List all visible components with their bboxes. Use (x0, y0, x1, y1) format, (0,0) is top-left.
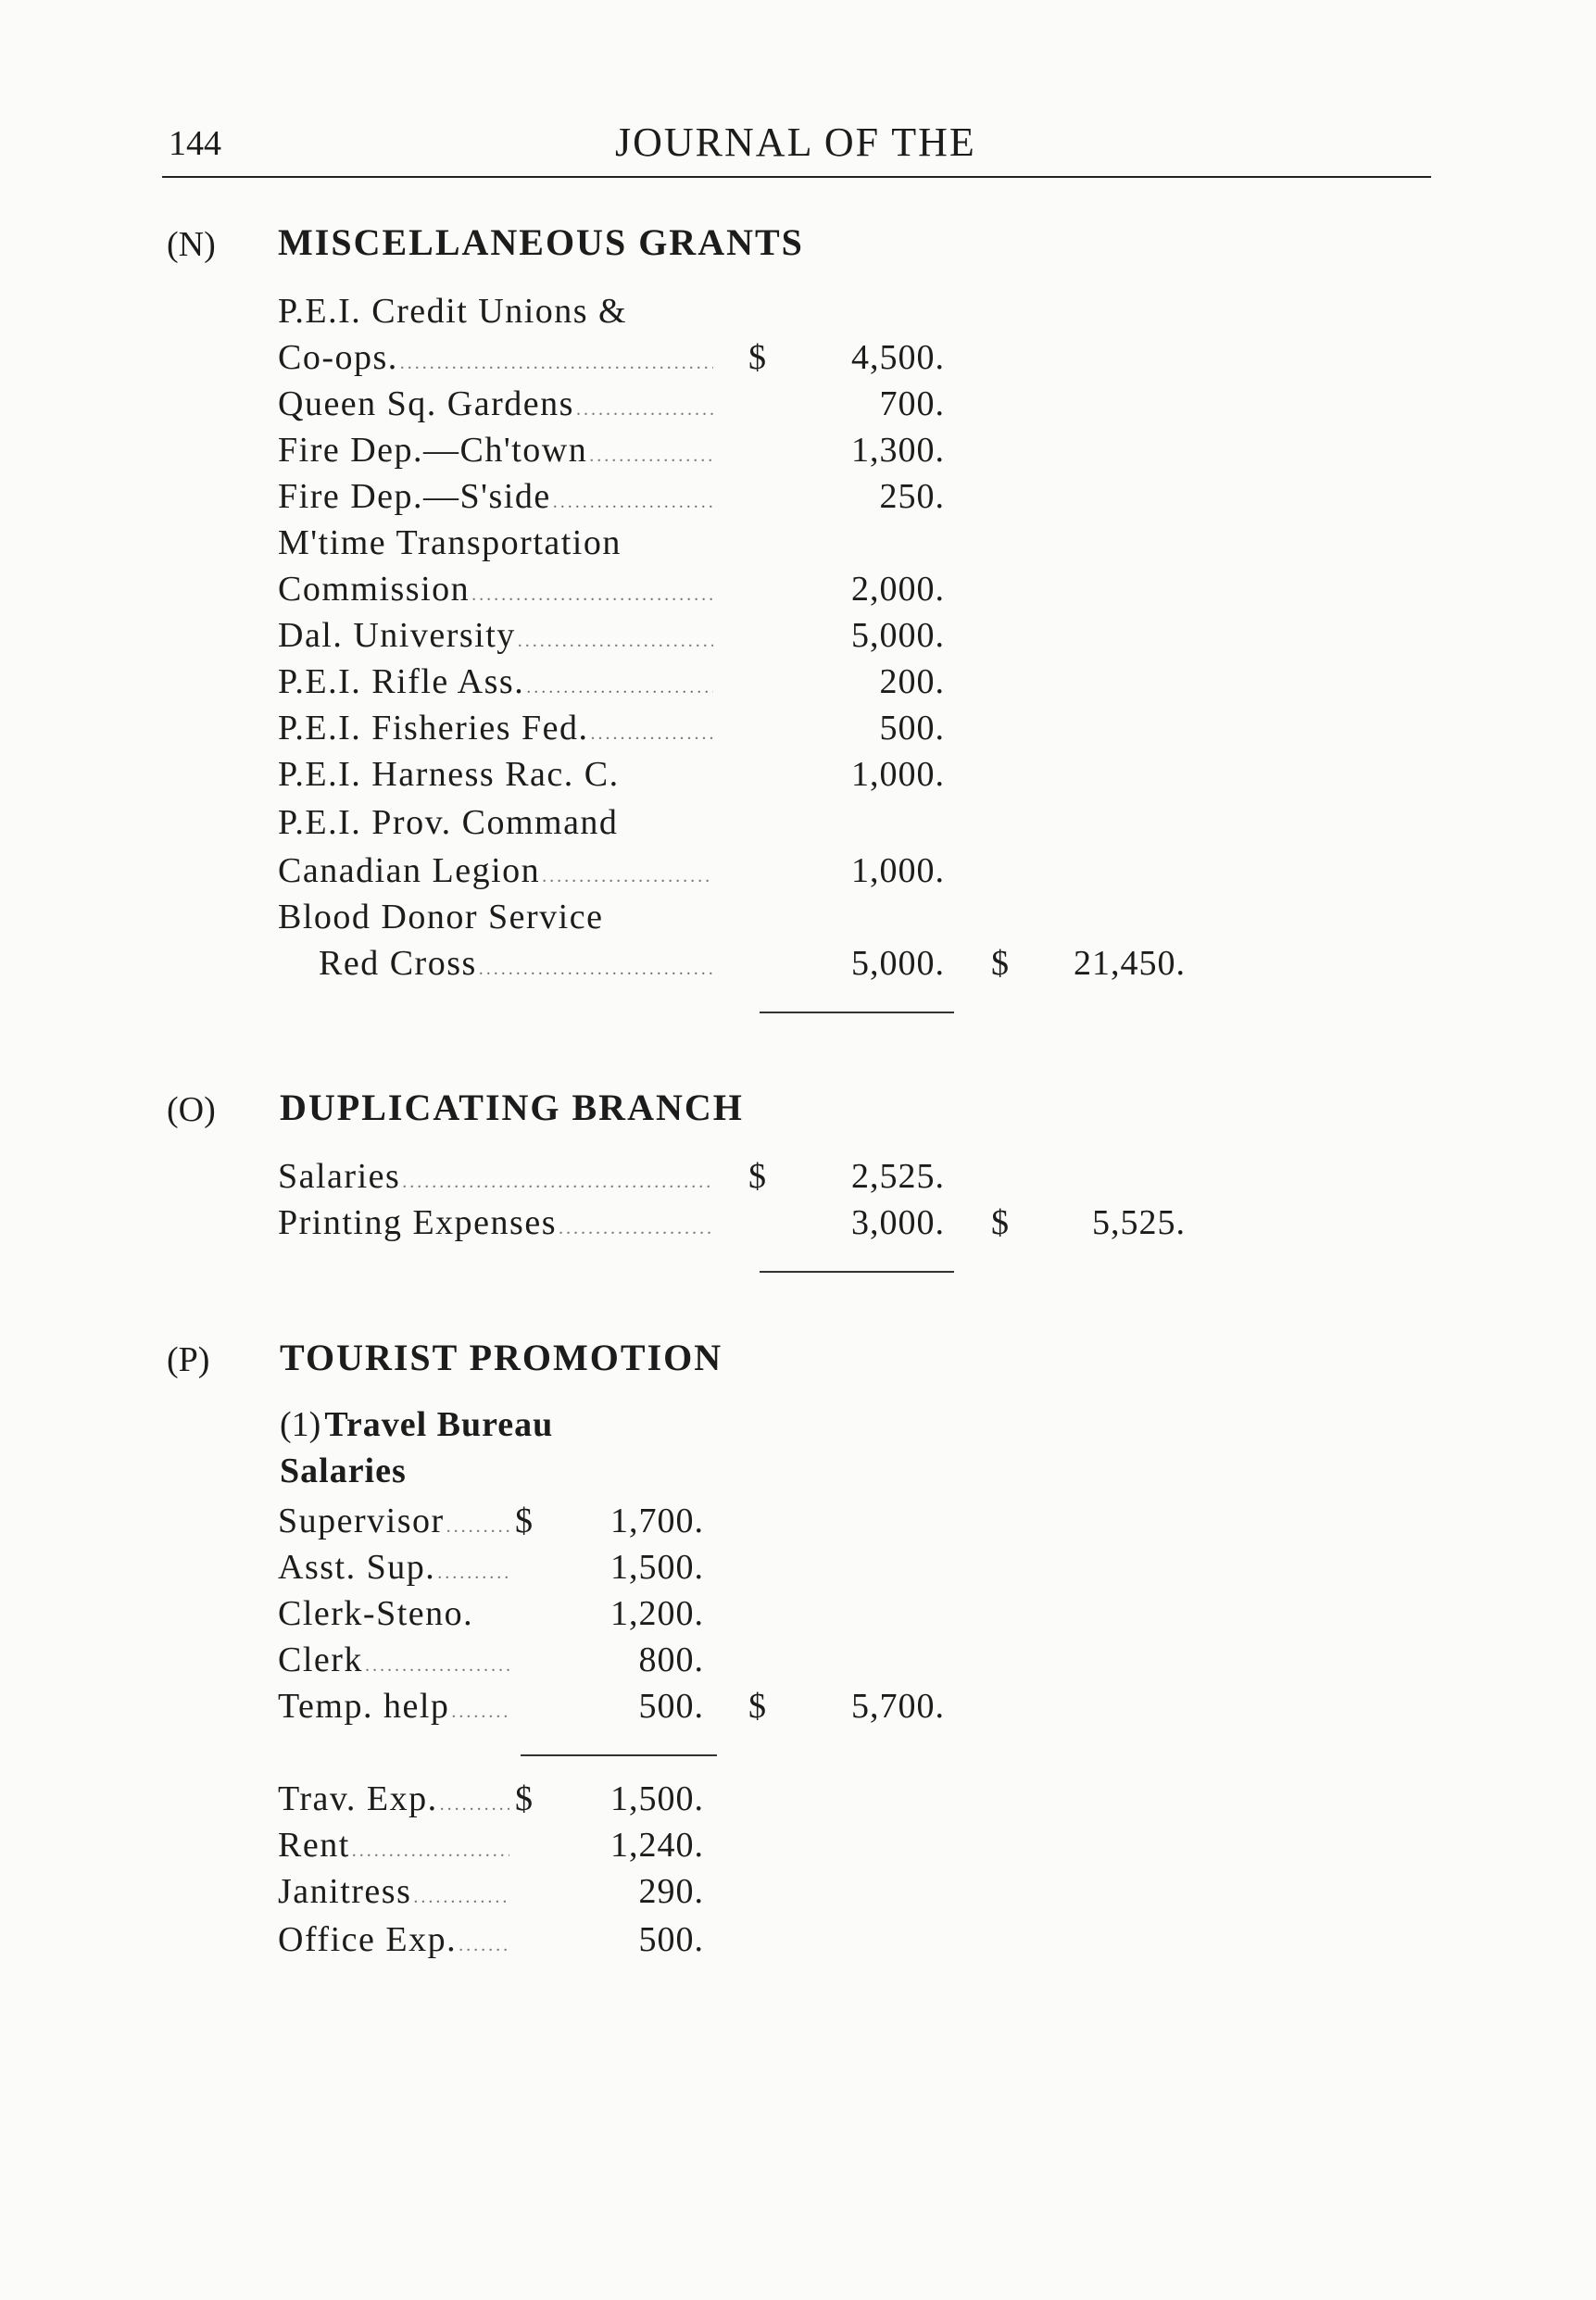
salaries-total: 5,700. (851, 1687, 945, 1726)
grant-amount: 1,000. (851, 851, 945, 890)
expense-line: Office Exp. ..... (278, 1919, 509, 1960)
grant-line: P.E.I. Prov. Command (278, 803, 619, 842)
expense-amount: 500. (638, 1920, 704, 1959)
section-title-n: MISCELLANEOUS GRANTS (278, 221, 804, 263)
expense-line: Rent ..... (278, 1825, 509, 1866)
salary-amount: 1,500. (610, 1548, 704, 1587)
grant-line: M'time Transportation (278, 523, 622, 562)
salary-amount: 1,200. (610, 1594, 704, 1633)
grant-line: P.E.I. Harness Rac. C. (278, 755, 620, 794)
grant-line: Queen Sq. Gardens ..... (278, 383, 713, 424)
currency-sign: $ (748, 1687, 766, 1726)
section-total-n: 21,450. (1074, 944, 1186, 983)
grant-amount: 1,000. (851, 755, 945, 794)
salary-line: Temp. help ..... (278, 1686, 509, 1727)
subtotal-rule (521, 1754, 717, 1756)
grant-amount: 5,000. (851, 944, 945, 983)
subtotal-rule (760, 1012, 954, 1013)
grant-line: P.E.I. Rifle Ass. ..... (278, 661, 713, 702)
salary-line: Asst. Sup. ..... (278, 1547, 509, 1588)
expense-amount: 1,500. (610, 1779, 704, 1818)
grant-line: Fire Dep.—S'side ..... (278, 476, 713, 517)
grant-line: Red Cross ..... (319, 943, 713, 984)
grant-line: Dal. University ..... (278, 615, 713, 656)
salary-line: Supervisor ..... (278, 1501, 509, 1541)
salaries-heading: Salaries (280, 1452, 407, 1490)
duplicating-amount: 2,525. (851, 1157, 945, 1196)
currency-sign: $ (748, 1157, 766, 1196)
expense-amount: 290. (638, 1872, 704, 1911)
header-rule (162, 176, 1431, 178)
grant-line: Co-ops. ..... (278, 337, 713, 378)
grant-amount: 700. (879, 384, 945, 423)
grant-amount: 1,300. (851, 431, 945, 470)
duplicating-amount: 3,000. (851, 1203, 945, 1242)
section-title-o: DUPLICATING BRANCH (280, 1087, 744, 1128)
grant-line: Fire Dep.—Ch'town ..... (278, 430, 713, 471)
grant-line: Commission ..... (278, 569, 713, 610)
salary-amount: 800. (638, 1640, 704, 1679)
currency-sign: $ (748, 338, 766, 377)
duplicating-line: Salaries ..... (278, 1156, 713, 1197)
duplicating-line: Printing Expenses ..... (278, 1202, 713, 1243)
grant-amount: 5,000. (851, 616, 945, 655)
currency-sign: $ (515, 1502, 533, 1540)
grant-amount: 250. (879, 477, 945, 516)
salary-amount: 1,700. (610, 1502, 704, 1540)
grant-amount: 4,500. (851, 338, 945, 377)
salary-line: Clerk-Steno. (278, 1594, 474, 1633)
section-title-p: TOURIST PROMOTION (280, 1337, 723, 1378)
grant-amount: 2,000. (851, 570, 945, 609)
section-letter-n: (N) (167, 225, 216, 264)
expense-line: Trav. Exp. ..... (278, 1778, 509, 1819)
currency-sign: $ (991, 944, 1009, 983)
salary-line: Clerk ..... (278, 1640, 509, 1680)
subsection-heading: (1) Travel Bureau (280, 1405, 554, 1444)
expense-amount: 1,240. (610, 1826, 704, 1865)
section-total-o: 5,525. (1092, 1203, 1186, 1242)
salary-amount: 500. (638, 1687, 704, 1726)
grant-amount: 200. (879, 662, 945, 701)
grant-line: P.E.I. Credit Unions & (278, 292, 628, 331)
currency-sign: $ (991, 1203, 1009, 1242)
grant-line: P.E.I. Fisheries Fed. ..... (278, 708, 713, 748)
currency-sign: $ (515, 1779, 533, 1818)
subtotal-rule (760, 1271, 954, 1273)
page-number: 144 (169, 124, 221, 163)
grant-line: Canadian Legion ..... (278, 850, 713, 891)
section-letter-o: (O) (167, 1090, 216, 1129)
expense-line: Janitress ..... (278, 1871, 509, 1912)
section-letter-p: (P) (167, 1340, 210, 1379)
grant-line: Blood Donor Service (278, 898, 604, 936)
running-header: JOURNAL OF THE (615, 119, 976, 165)
grant-amount: 500. (879, 709, 945, 748)
